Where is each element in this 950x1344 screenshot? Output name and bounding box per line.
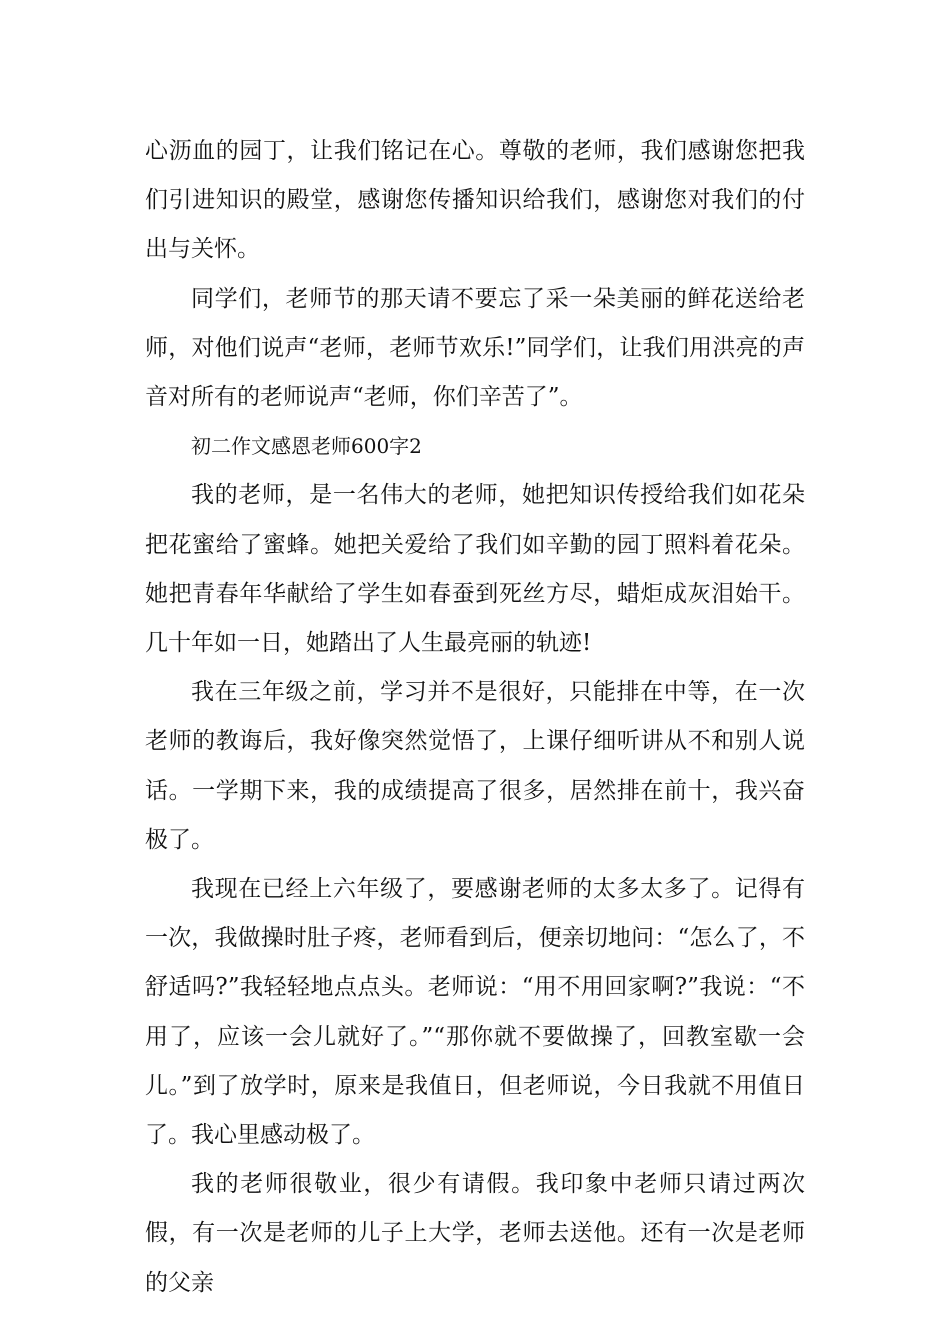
paragraph: 我现在已经上六年级了，要感谢老师的太多太多了。记得有一次，我做操时肚子疼，老师看到后，便亲切地问：“怎么了，不舒适吗?”我轻轻地点点头。老师说：“用不用回家啊?”我说：“不用了，应该一会儿就好了。”“那你就不要做操了，回教室歇一会儿。”到了放学时，原来是我值日，但老师说，今日我就不用值日了。我心里感动极了。: [145, 876, 805, 1149]
paragraph: 我的老师，是一名伟大的老师，她把知识传授给我们如花朵把花蜜给了蜜蜂。她把关爱给了我们如辛勤的园丁照料着花朵。她把青春年华献给了学生如春蚕到死丝方尽，蜡炬成灰泪始干。几十年如一日，她踏出了人生最亮丽的轨迹!: [145, 482, 805, 657]
paragraph: 我在三年级之前，学习并不是很好，只能排在中等，在一次老师的教诲后，我好像突然觉悟了，上课仔细听讲从不和别人说话。一学期下来，我的成绩提高了很多，居然排在前十，我兴奋极了。: [145, 679, 805, 853]
section-heading: 初二作文感恩老师600字2: [191, 434, 422, 459]
document-body: [145, 127, 805, 1308]
paragraph: 我的老师很敬业，很少有请假。我印象中老师只请过两次假，有一次是老师的儿子上大学，老师去送他。还有一次是老师的父亲: [145, 1171, 805, 1296]
paragraph-continuation: 心沥血的园丁，让我们铭记在心。尊敬的老师，我们感谢您把我们引进知识的殿堂，感谢您传播知识给我们，感谢您对我们的付出与关怀。: [145, 138, 805, 263]
paragraph: 同学们，老师节的那天请不要忘了采一朵美丽的鲜花送给老师，对他们说声“老师，老师节欢乐!”同学们，让我们用洪亮的声音对所有的老师说声“老师，你们辛苦了”。: [145, 285, 805, 411]
